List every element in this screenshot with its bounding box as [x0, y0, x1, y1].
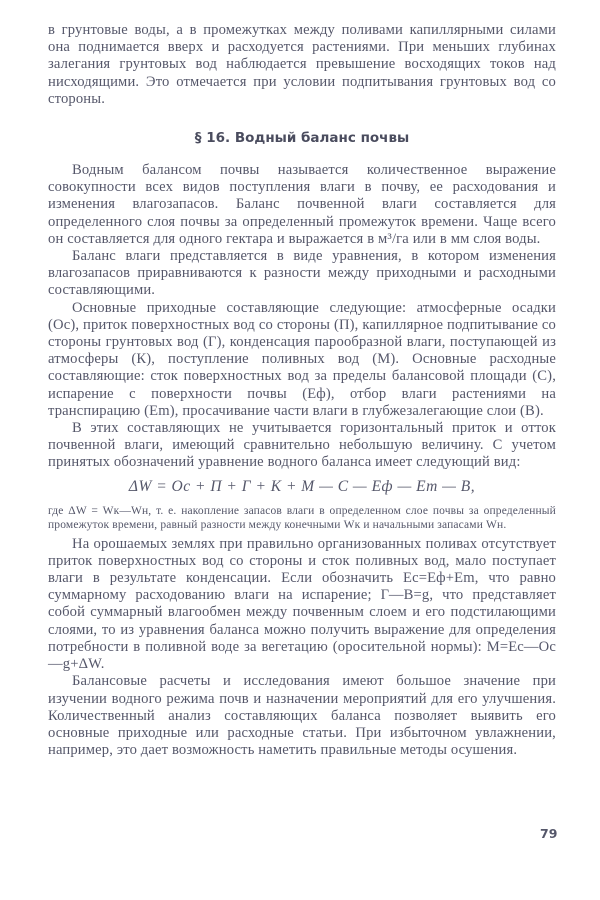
paragraph-horizontal-flow: В этих составляющих не учитывается горизонтальный приток и отток почвенной влаги, имеющий сравнительно небольшую величину. С учетом принятых обозначений уравнение водного баланса имеет следующий вид:: [48, 420, 556, 471]
paragraph-irrigated-lands: На орошаемых землях при правильно организованных поливах отсутствует приток поверхностных вод со стороны и сток поливных вод, мало поступает влаги в результате конденсации. Если обозначить Ec=Eф+Em, что равно суммарному расходованию влаги на испарение; Г—B=g, что представляет собой суммарный влагообмен между почвенным слоем и его подстилающими слоями, то из уравнения баланса можно получить выражение для определения потребности в поливной воде за вегетацию (оросительной нормы): M=Ec—Oc—g+ΔW.: [48, 535, 556, 673]
water-balance-formula: ΔW = Oc + П + Г + К + М — С — Eф — Em — B,: [128, 477, 476, 495]
page-number: 79: [540, 826, 558, 841]
intro-paragraph: в грунтовые воды, а в промежутках между поливами капиллярными силами она поднимается вверх и расходуется растениями. При меньших глубинах залегания грунтовых вод наблюдается превышение восходящих токов над нисходящими. Это отмечается при условии подпитывания грунтовых вод со стороны.: [48, 22, 556, 107]
book-page: [48, 22, 556, 759]
paragraph-definition: Водным балансом почвы называется количественное выражение совокупности всех видов поступления влаги в почву, ее расходования и изменения влагозапасов. Баланс почвенной влаги составляется для определенного слоя почвы за определенный промежуток времени. Чаще всего он составляется для одного гектара и выражается в м³/га или в мм слоя воды.: [48, 162, 556, 247]
section-heading: § 16. Водный баланс почвы: [194, 130, 410, 147]
paragraph-equation-intro: Баланс влаги представляется в виде уравнения, в котором изменения влагозапасов приравниваются к разности между приходными и расходными составляющими.: [48, 248, 556, 299]
paragraph-balance-calculations: Балансовые расчеты и исследования имеют большое значение при изучении водного режима почв и назначении мероприятий для его улучшения. Количественный анализ составляющих баланса позволяет выявить его основные приходные или расходные статьи. При избыточном увлажнении, например, это дает возможность наметить правильные методы осушения.: [48, 673, 556, 759]
formula-note: где ΔW = Wк—Wн, т. е. накопление запасов влаги в определенном слое почвы за определенный промежуток времени, равный разности между конечными Wк и начальными запасами Wн.: [48, 504, 556, 531]
paragraph-components: Основные приходные составляющие следующие: атмосферные осадки (Oc), приток поверхностных вод со стороны (П), капиллярное подпитывание со стороны грунтовых вод (Г), конденсация парообразной влаги, поступающей из атмосферы (К), поступление поливных вод (М). Основные расходные составляющие: сток поверхностных вод за пределы балансовой площади (С), испарение с поверхности почвы (Eф), отбор влаги растениями на транспирацию (Em), просачивание части влаги в глубжезалегающие слои (B).: [48, 299, 556, 419]
